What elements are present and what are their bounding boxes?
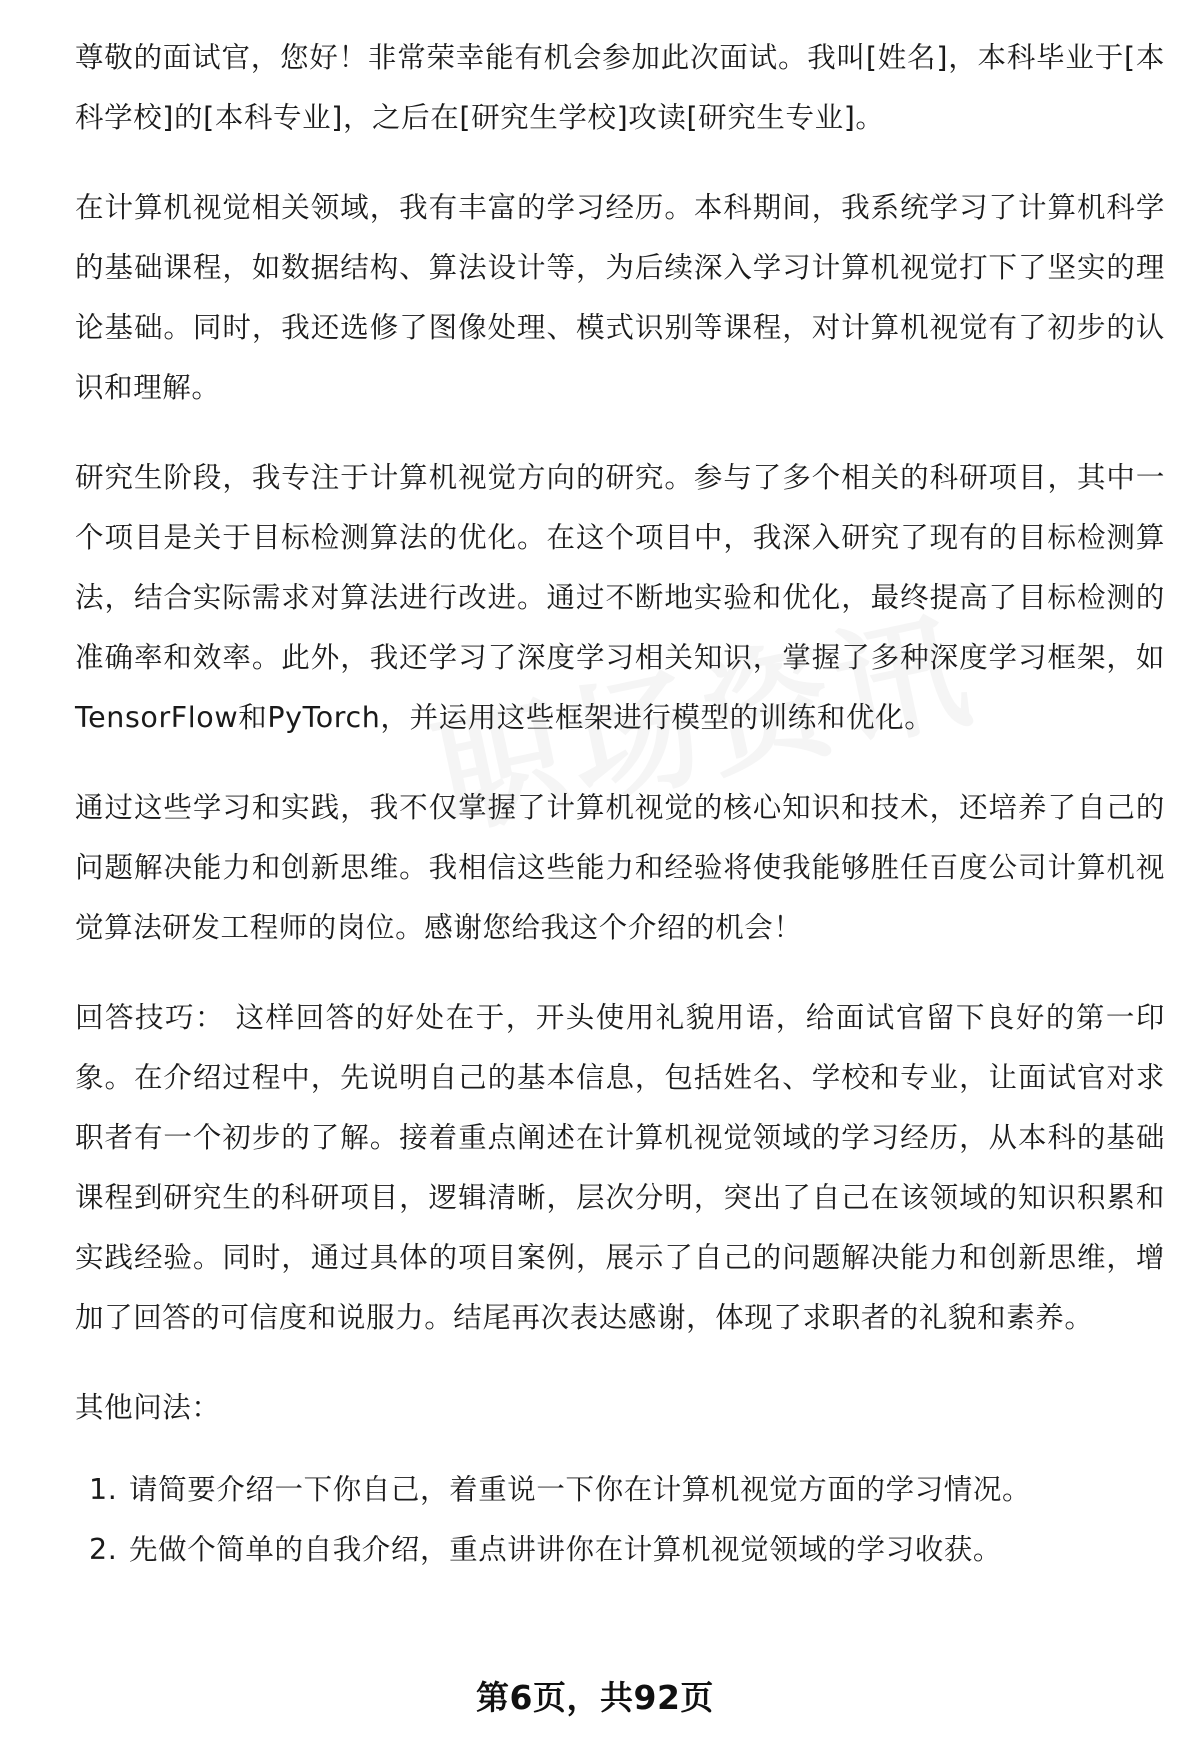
paragraph-summary: 通过这些学习和实践，我不仅掌握了计算机视觉的核心知识和技术，还培养了自己的问题解决能力和创新思维。我相信这些能力和经验将使我能够胜任百度公司计算机视觉算法研发工程师的岗位。感谢您给我这个介绍的机会！ — [75, 791, 1165, 944]
paragraph-graduate-research: 研究生阶段，我专注于计算机视觉方向的研究。参与了多个相关的科研项目，其中一个项目是关于目标检测算法的优化。在这个项目中，我深入研究了现有的目标检测算法，结合实际需求对算法进行改进。通过不断地实验和优化，最终提高了目标检测的准确率和效率。此外，我还学习了深度学习相关知识，掌握了多种深度学习框架，如TensorFlow和PyTorch，并运用这些框架进行模型的训练和优化。 — [75, 461, 1165, 734]
document-body — [75, 28, 1165, 1580]
list-item — [75, 1520, 1165, 1580]
list-item-number: 1. — [89, 1473, 118, 1506]
paragraph-self-intro: 尊敬的面试官，您好！非常荣幸能有机会参加此次面试。我叫[姓名]，本科毕业于[本科学校]的[本科专业]，之后在[研究生学校]攻读[研究生专业]。 — [75, 41, 1165, 134]
page-indicator: 第6页，共92页 — [476, 1678, 714, 1717]
list-item-number: 2. — [89, 1533, 118, 1566]
list-item — [75, 1460, 1165, 1520]
other-questions-label: 其他问法： — [75, 1391, 221, 1424]
paragraph-answer-tips: 回答技巧： 这样回答的好处在于，开头使用礼貌用语，给面试官留下良好的第一印象。在介绍过程中，先说明自己的基本信息，包括姓名、学校和专业，让面试官对求职者有一个初步的了解。接着重点阐述在计算机视觉领域的学习经历，从本科的基础课程到研究生的科研项目，逻辑清晰，层次分明，突出了自己在该领域的知识积累和实践经验。同时，通过具体的项目案例，展示了自己的问题解决能力和创新思维，增加了回答的可信度和说服力。结尾再次表达感谢，体现了求职者的礼貌和素养。 — [75, 1001, 1165, 1334]
paragraph-undergrad-experience: 在计算机视觉相关领域，我有丰富的学习经历。本科期间，我系统学习了计算机科学的基础课程，如数据结构、算法设计等，为后续深入学习计算机视觉打下了坚实的理论基础。同时，我还选修了图像处理、模式识别等课程，对计算机视觉有了初步的认识和理解。 — [75, 191, 1165, 404]
other-questions-list — [75, 1460, 1165, 1580]
list-item-text: 先做个简单的自我介绍，重点讲讲你在计算机视觉领域的学习收获。 — [129, 1533, 1003, 1566]
list-item-text: 请简要介绍一下你自己，着重说一下你在计算机视觉方面的学习情况。 — [129, 1473, 1032, 1506]
